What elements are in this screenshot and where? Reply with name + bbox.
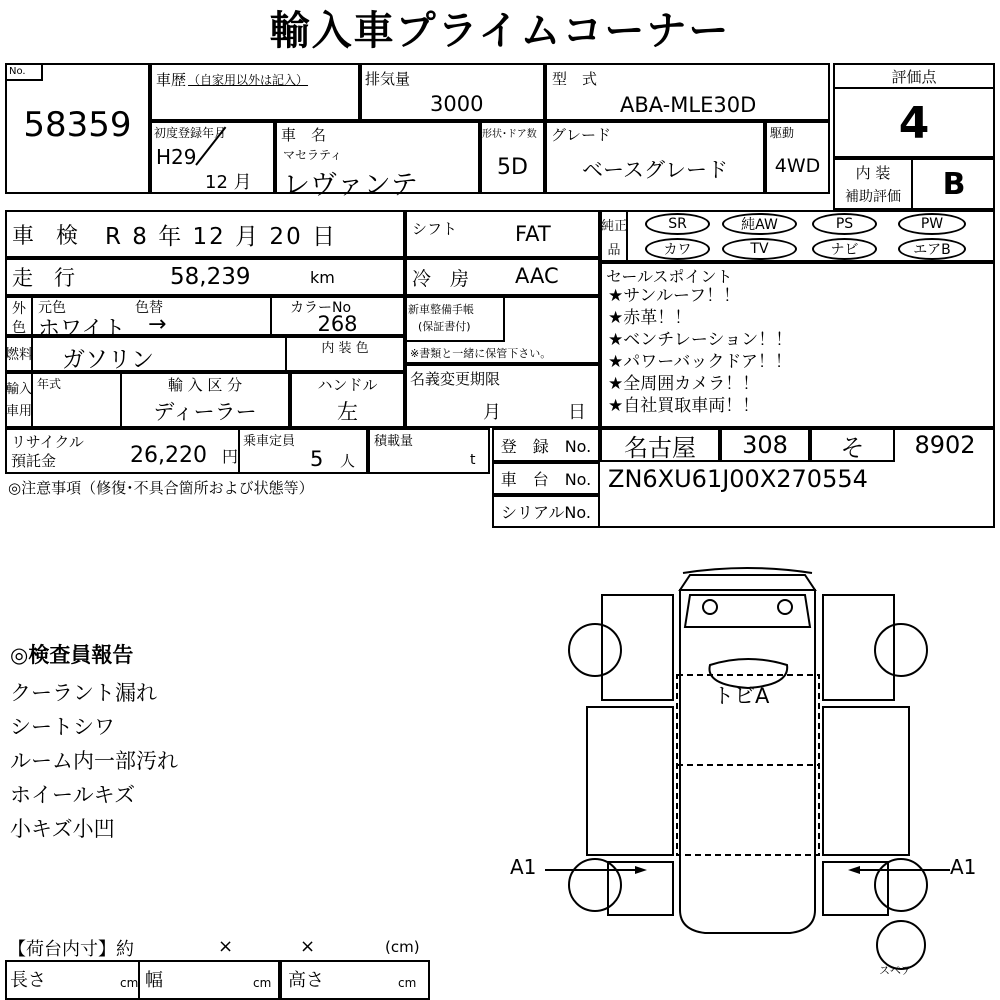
inspector-report — [10, 638, 178, 846]
history-note: （自家用以外は記入） — [188, 72, 309, 87]
transfer-deadline-label: 名義変更期限 — [410, 370, 501, 388]
bed-height-label: 高さ — [288, 970, 324, 991]
diagram-mark-right: A1 — [950, 855, 977, 879]
import-label-1: 輸入 — [5, 381, 32, 397]
sales-points-list — [608, 285, 792, 417]
import-label-2: 車用 — [5, 403, 32, 419]
capacity-unit: 人 — [340, 452, 356, 470]
equipment-pw: PW — [898, 213, 966, 235]
color-arrow: → — [148, 312, 167, 337]
reg-number: 8902 — [914, 431, 976, 459]
bed-length-unit: cm — [120, 976, 139, 990]
exterior-color-label-1: 外 — [12, 300, 26, 317]
shift-value: FAT — [515, 222, 551, 246]
capacity-value: 5 — [310, 447, 324, 471]
mileage-unit: km — [310, 267, 335, 287]
genuine-label-2: 品 — [607, 242, 621, 258]
first-registration-year: H29 — [156, 145, 197, 169]
import-division-value: ディーラー — [153, 400, 257, 424]
inspector-line: ホイールキズ — [10, 783, 136, 807]
inspector-title: ◎検査員報告 — [10, 643, 134, 667]
color-value: ホワイト — [38, 317, 126, 342]
score-value: 4 — [898, 98, 930, 149]
inspector-line: 小キズ小凹 — [10, 817, 115, 841]
drive-value: 4WD — [774, 155, 821, 177]
reg-place: 名古屋 — [600, 428, 720, 462]
equipment-ps: PS — [812, 213, 877, 235]
drive-label: 駆動 — [770, 126, 795, 140]
original-color-label: 元色 — [38, 300, 66, 316]
ac-label: 冷 房 — [412, 268, 470, 290]
interior-color-label: 内 装 色 — [321, 340, 369, 356]
spare-tire-label: スペア — [879, 964, 912, 977]
shape-label: 形状･ドア数 — [482, 129, 537, 140]
lot-no-value: 58359 — [23, 105, 132, 145]
model-value: ABA-MLE30D — [620, 93, 757, 117]
sales-point: ★サンルーフ！！ — [608, 286, 741, 306]
sales-points-title: セールスポイント — [606, 267, 733, 286]
color-no-label: カラーNo — [290, 300, 352, 316]
bed-title: 【荷台内寸】約 — [8, 939, 134, 960]
carname-label: 車 名 — [281, 126, 327, 144]
sales-point: ★全周囲カメラ！！ — [608, 374, 760, 394]
displacement-value: 3000 — [430, 92, 484, 116]
shift-label: シフト — [412, 220, 458, 238]
grade-value: ベースグレード — [582, 158, 728, 182]
import-division-label: 輸 入 区 分 — [167, 375, 243, 394]
bed-height-unit: cm — [398, 976, 417, 990]
lot-no-label: No. — [9, 66, 26, 77]
first-registration-month: 12 月 — [205, 172, 252, 193]
recycle-value: 26,220 — [130, 443, 207, 468]
capacity-label: 乗車定員 — [243, 434, 296, 449]
genuine-label-1: 純正 — [600, 218, 627, 234]
sales-point: ★自社買取車両！！ — [608, 396, 760, 416]
sales-point: ★赤革！！ — [608, 308, 692, 328]
inspection-value: R 8 年 12 月 20 日 — [105, 223, 338, 250]
notice-text: ◎注意事項（修復･不具合箇所および状態等） — [8, 479, 314, 497]
bed-width-label: 幅 — [145, 970, 163, 991]
service-manual-note: ※書類と一緒に保管下さい。 — [410, 347, 552, 360]
color-no-value: 268 — [317, 312, 358, 336]
notice-label — [8, 477, 314, 498]
chassis-label: 車 台 No. — [500, 470, 592, 489]
serial-label: シリアルNo. — [501, 503, 591, 522]
equipment-navi: ナビ — [812, 238, 877, 260]
inspector-line: ルーム内一部汚れ — [10, 749, 178, 773]
carname-value: レヴァンテ — [283, 170, 418, 201]
recycle-unit: 円 — [222, 447, 239, 466]
inspection-label: 車 検 — [12, 223, 79, 249]
model-label: 型 式 — [552, 70, 598, 88]
score-label: 評価点 — [833, 63, 995, 89]
fuel-value: ガソリン — [62, 347, 154, 373]
car-diagram — [505, 555, 1000, 985]
history-label: 車歴 — [156, 70, 187, 89]
recycle-label-1: リサイクル — [11, 433, 84, 451]
model-year-label: 年式 — [37, 377, 62, 391]
diagram-center-label: トビA — [713, 684, 770, 708]
recycle-label-2: 預託金 — [11, 452, 57, 470]
maker-name: マセラティ — [283, 148, 343, 162]
exterior-color-label-2: 色 — [12, 319, 26, 336]
grade-label: グレード — [551, 126, 612, 144]
equipment-aw: 純AW — [722, 213, 797, 235]
equipment-airbag: エアB — [898, 238, 966, 260]
inspector-line: シートシワ — [10, 715, 115, 739]
load-label: 積載量 — [374, 434, 414, 449]
shape-value: 5D — [497, 154, 528, 180]
bed-mult-2: × — [300, 936, 316, 957]
inspector-line: クーラント漏れ — [10, 681, 157, 705]
bed-unit: (cm) — [385, 938, 420, 956]
handle-value: 左 — [337, 400, 358, 424]
first-registration-label: 初度登録年月 — [154, 126, 227, 140]
fuel-label: 燃料 — [5, 347, 33, 363]
lot-no-label-box — [5, 63, 43, 81]
reg-kana: そ — [810, 428, 895, 462]
reg-no-label: 登 録 No. — [500, 436, 592, 456]
sales-point: ★ベンチレーション！！ — [608, 330, 793, 350]
diagram-mark-left: A1 — [510, 855, 537, 879]
interior-score-label-2: 補助評価 — [845, 189, 901, 205]
bed-length-label: 長さ — [10, 970, 46, 991]
transfer-month: 月 — [483, 402, 501, 423]
page-title: 輸入車プライムコーナー — [269, 8, 731, 54]
equipment-sr: SR — [645, 213, 710, 235]
equipment-leather: カワ — [645, 238, 710, 260]
sales-point: ★パワーバックドア！！ — [608, 352, 792, 372]
transfer-day: 日 — [568, 402, 586, 423]
equipment-tv: TV — [722, 238, 797, 260]
displacement-label: 排気量 — [365, 70, 411, 88]
handle-label: ハンドル — [317, 375, 378, 394]
service-manual-label-2: (保証書付) — [418, 320, 471, 333]
mileage-value: 58,239 — [170, 264, 251, 290]
ac-value: AAC — [515, 264, 559, 288]
history-label-wrap — [156, 68, 356, 90]
load-unit: t — [470, 452, 476, 468]
color-change-label: 色替 — [135, 300, 163, 316]
interior-score-label-1: 内 装 — [855, 163, 891, 182]
bed-width-unit: cm — [253, 976, 272, 990]
service-manual-label-1: 新車整備手帳 — [408, 303, 474, 316]
mileage-label: 走 行 — [12, 266, 75, 290]
chassis-value: ZN6XU61J00X270554 — [608, 464, 868, 493]
interior-score-value: B — [942, 166, 966, 202]
reg-class: 308 — [720, 428, 810, 462]
bed-mult-1: × — [218, 936, 234, 957]
